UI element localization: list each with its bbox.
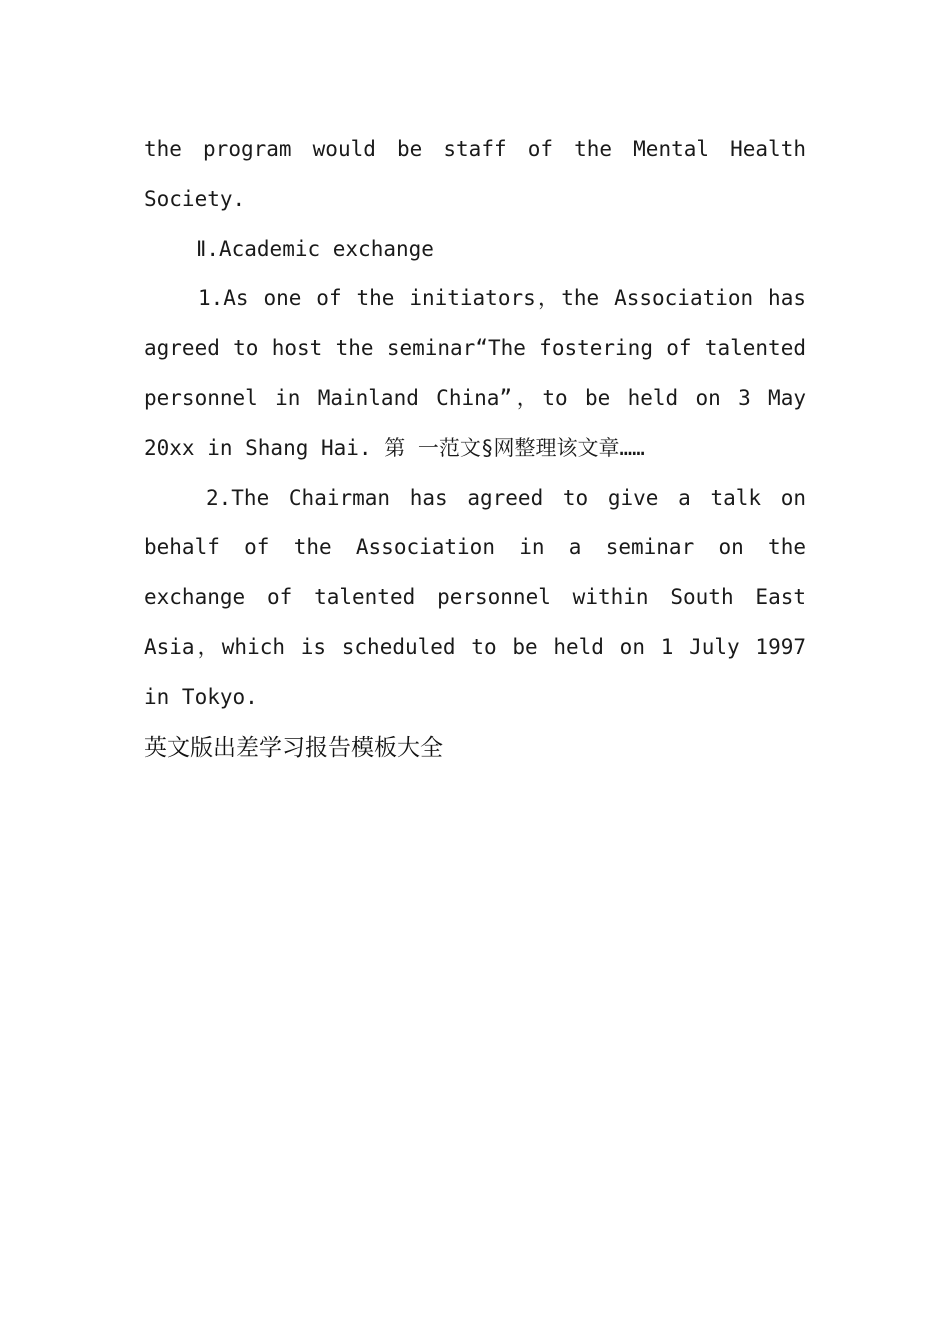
- paragraph-continuation: the program would be staff of the Mental Health Society.: [144, 137, 806, 211]
- list-item-1: 1.As one of the initiators，the Association has agreed to host the seminar“The fostering of talented personnel in Mainland China”，to be held on 3 May 20xx in Shang Hai. 第 一范文§网整理该文章……: [144, 286, 806, 460]
- document-body: [144, 125, 806, 773]
- document-title: 英文版出差学习报告模板大全: [144, 734, 443, 761]
- list-item-2: 2.The Chairman has agreed to give a talk on behalf of the Association in a seminar on the exchange of talented personnel within South East Asia，which is scheduled to be held on 1 July 1997 in Tokyo.: [144, 485, 806, 709]
- section-heading: Ⅱ.Academic exchange: [196, 236, 434, 261]
